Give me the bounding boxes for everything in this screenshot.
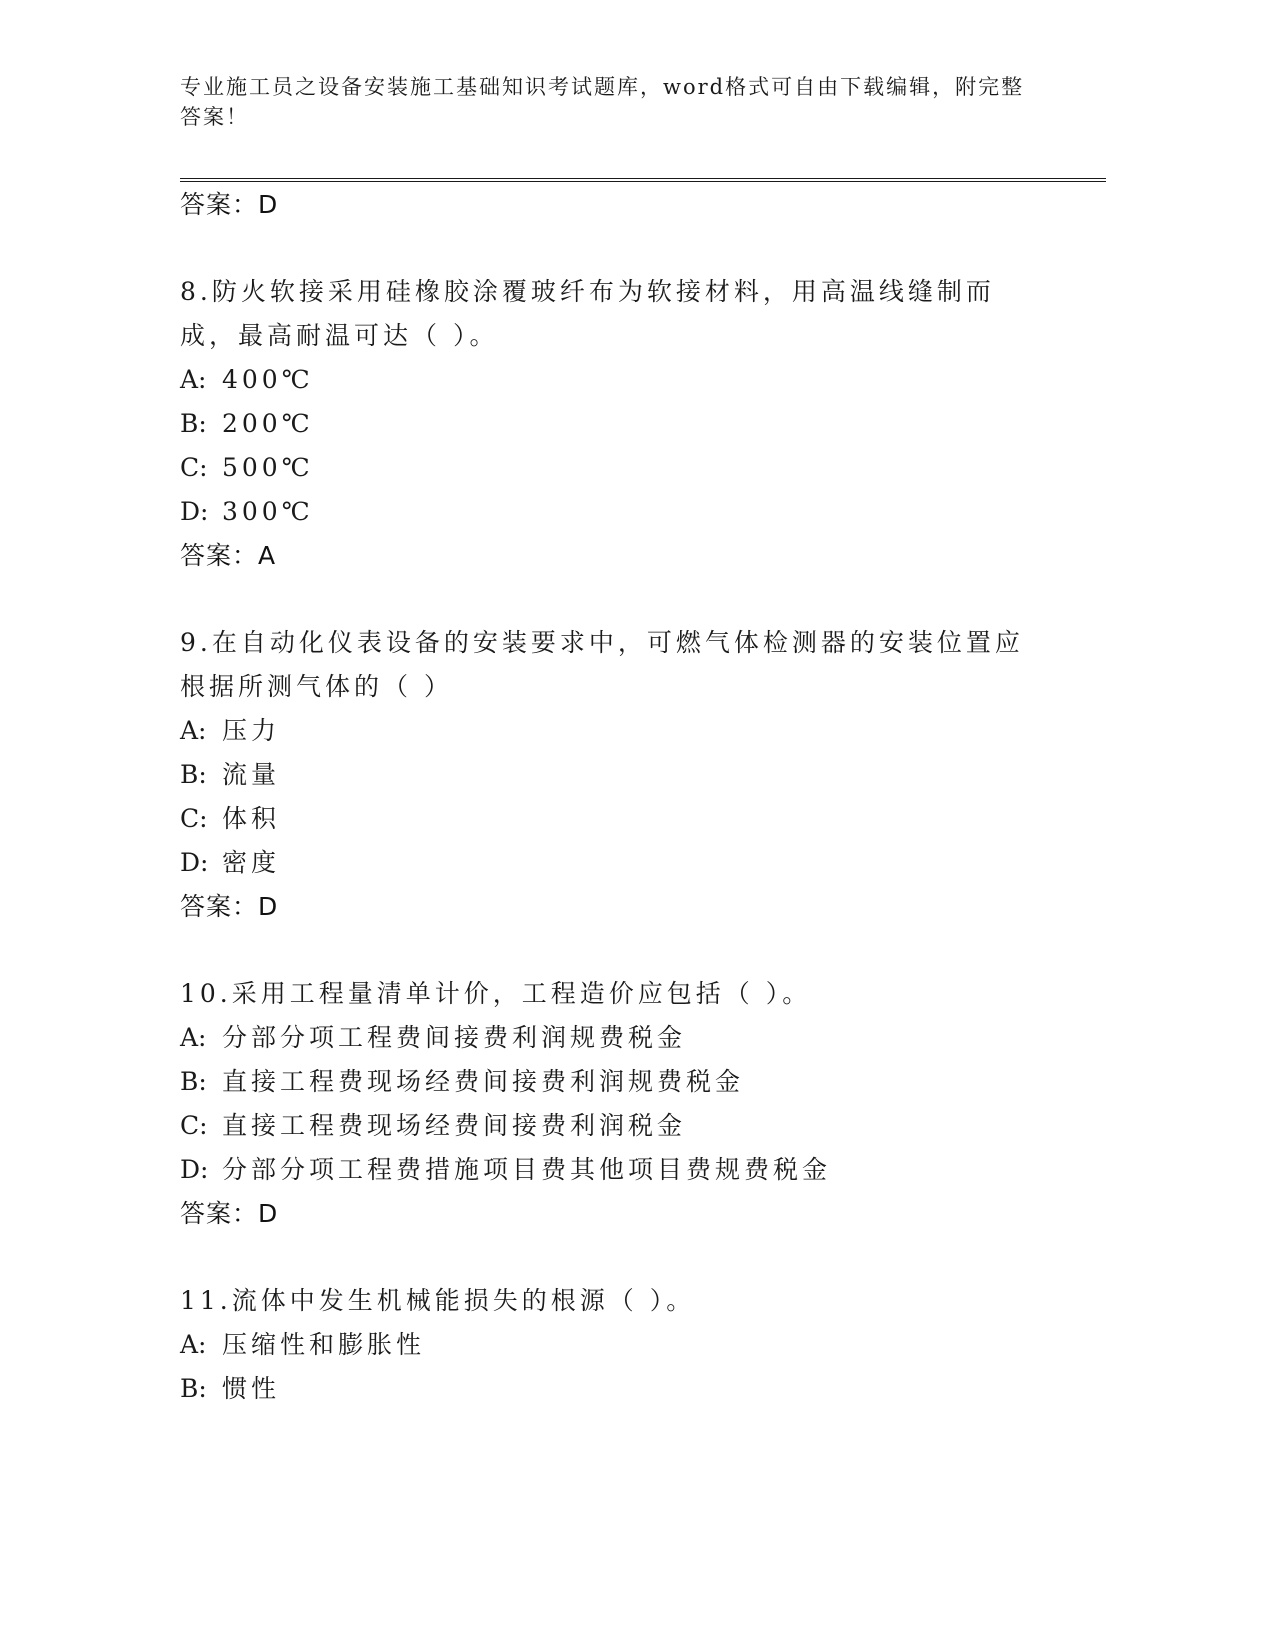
option-text: 400℃ (222, 365, 314, 394)
option-key: A: (180, 1330, 207, 1359)
document-body (180, 183, 1080, 1411)
option-a (180, 1016, 1080, 1060)
option-text: 体积 (222, 804, 281, 833)
question-10 (180, 972, 1080, 1236)
option-a (180, 358, 1080, 402)
option-d (180, 1148, 1080, 1192)
option-text: 惯性 (222, 1374, 281, 1403)
option-key: B: (180, 409, 207, 438)
option-d (180, 490, 1080, 534)
answer-line: 答案：A (180, 541, 277, 570)
option-text: 分部分项工程费间接费利润规费税金 (222, 1023, 687, 1052)
question-stem: 8.防火软接采用硅橡胶涂覆玻纤布为软接材料，用高温线缝制而成，最高耐温可达（ ）。 (180, 277, 995, 350)
option-text: 200℃ (222, 409, 314, 438)
option-key: C: (180, 453, 208, 482)
option-text: 直接工程费现场经费间接费利润税金 (222, 1111, 687, 1140)
option-text: 直接工程费现场经费间接费利润规费税金 (222, 1067, 745, 1096)
option-text: 500℃ (222, 453, 314, 482)
header-divider (180, 178, 1106, 182)
option-key: B: (180, 760, 207, 789)
option-text: 压力 (222, 716, 281, 745)
option-key: A: (180, 716, 207, 745)
option-key: D: (180, 1155, 209, 1184)
answer-line: 答案：D (180, 1199, 279, 1228)
question-stem: 10.采用工程量清单计价，工程造价应包括（ ）。 (180, 979, 812, 1008)
question-8 (180, 270, 1080, 578)
option-key: C: (180, 1111, 208, 1140)
option-a (180, 1323, 1080, 1367)
option-text: 压缩性和膨胀性 (222, 1330, 426, 1359)
option-d (180, 841, 1080, 885)
answer-previous: 答案：D (180, 190, 279, 219)
option-b (180, 753, 1080, 797)
option-text: 流量 (222, 760, 281, 789)
option-key: C: (180, 804, 208, 833)
option-text: 分部分项工程费措施项目费其他项目费规费税金 (222, 1155, 832, 1184)
document-header: 专业施工员之设备安装施工基础知识考试题库，word格式可自由下载编辑，附完整答案！ (180, 75, 1025, 129)
option-b (180, 1060, 1080, 1104)
option-key: D: (180, 497, 209, 526)
question-11 (180, 1279, 1080, 1411)
option-text: 300℃ (222, 497, 314, 526)
option-key: A: (180, 365, 207, 394)
answer-line: 答案：D (180, 892, 279, 921)
option-c (180, 446, 1080, 490)
question-stem: 9.在自动化仪表设备的安装要求中，可燃气体检测器的安装位置应根据所测气体的（ ） (180, 628, 1024, 701)
option-key: B: (180, 1067, 207, 1096)
option-text: 密度 (222, 848, 281, 877)
question-stem: 11.流体中发生机械能损失的根源（ ）。 (180, 1286, 696, 1315)
option-b (180, 402, 1080, 446)
option-c (180, 797, 1080, 841)
option-c (180, 1104, 1080, 1148)
option-b (180, 1367, 1080, 1411)
option-key: D: (180, 848, 209, 877)
option-key: B: (180, 1374, 207, 1403)
question-9 (180, 621, 1080, 929)
option-key: A: (180, 1023, 207, 1052)
option-a (180, 709, 1080, 753)
